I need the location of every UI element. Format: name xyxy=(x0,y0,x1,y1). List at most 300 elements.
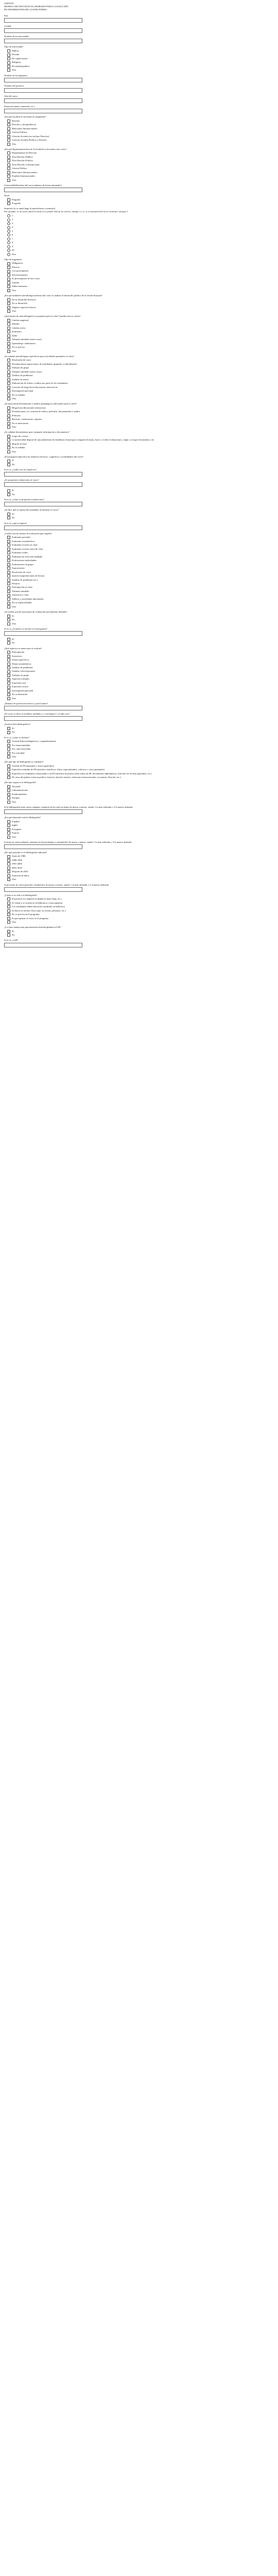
text-answer-field[interactable] xyxy=(4,943,82,947)
checkbox[interactable] xyxy=(7,555,10,558)
checkbox[interactable] xyxy=(7,438,10,442)
checkbox[interactable] xyxy=(7,789,10,792)
checkbox[interactable] xyxy=(7,266,10,269)
answer-option[interactable] xyxy=(7,65,274,68)
checkbox[interactable] xyxy=(7,801,10,804)
checkbox[interactable] xyxy=(7,151,10,155)
checkbox[interactable] xyxy=(7,765,10,768)
answer-option[interactable] xyxy=(7,302,274,305)
answer-option[interactable] xyxy=(7,555,274,558)
answer-option[interactable] xyxy=(7,135,274,138)
text-answer-field[interactable] xyxy=(4,28,82,33)
answer-option[interactable] xyxy=(7,551,274,554)
radio-button[interactable] xyxy=(7,253,10,256)
radio-button[interactable] xyxy=(7,241,10,244)
answer-option[interactable] xyxy=(7,156,274,159)
checkbox[interactable] xyxy=(7,605,10,608)
text-answer-field[interactable] xyxy=(4,706,82,710)
text-answer-field[interactable] xyxy=(4,482,82,487)
radio-button[interactable] xyxy=(7,218,10,222)
checkbox[interactable] xyxy=(7,374,10,377)
text-answer-field[interactable] xyxy=(4,472,82,477)
checkbox[interactable] xyxy=(7,796,10,800)
checkbox[interactable] xyxy=(7,450,10,453)
answer-option[interactable] xyxy=(7,548,274,551)
answer-option[interactable] xyxy=(7,171,274,174)
checkbox[interactable] xyxy=(7,540,10,543)
radio-button[interactable] xyxy=(7,230,10,233)
answer-option[interactable] xyxy=(7,785,274,788)
checkbox[interactable] xyxy=(7,686,10,689)
checkbox[interactable] xyxy=(7,674,10,677)
answer-option[interactable] xyxy=(7,123,274,126)
answer-option[interactable] xyxy=(7,151,274,155)
answer-option[interactable] xyxy=(7,563,274,566)
checkbox[interactable] xyxy=(7,167,10,170)
text-answer-field[interactable] xyxy=(4,78,82,82)
checkbox[interactable] xyxy=(7,658,10,662)
answer-option[interactable] xyxy=(7,685,274,688)
answer-option[interactable] xyxy=(7,310,274,313)
answer-option[interactable] xyxy=(7,582,274,585)
answer-option[interactable] xyxy=(7,544,274,547)
answer-option[interactable] xyxy=(7,867,274,870)
checkbox[interactable] xyxy=(7,744,10,747)
checkbox[interactable] xyxy=(7,602,10,605)
checkbox[interactable] xyxy=(7,389,10,393)
answer-option[interactable] xyxy=(7,748,274,751)
answer-option[interactable] xyxy=(7,513,274,516)
checkbox[interactable] xyxy=(7,163,10,166)
answer-option[interactable] xyxy=(7,218,274,221)
checkbox[interactable] xyxy=(7,426,10,429)
text-answer-field[interactable] xyxy=(4,39,82,43)
radio-button[interactable] xyxy=(7,249,10,252)
text-answer-field[interactable] xyxy=(4,887,82,892)
answer-option[interactable] xyxy=(7,342,274,345)
checkbox[interactable] xyxy=(7,418,10,421)
radio-button[interactable] xyxy=(7,238,10,241)
answer-option[interactable] xyxy=(7,493,274,496)
checkbox[interactable] xyxy=(7,171,10,174)
checkbox[interactable] xyxy=(7,306,10,309)
text-answer-field[interactable] xyxy=(4,109,82,113)
checkbox[interactable] xyxy=(7,460,10,463)
answer-option[interactable] xyxy=(7,909,274,912)
answer-option[interactable] xyxy=(7,289,274,292)
checkbox[interactable] xyxy=(7,342,10,345)
checkbox[interactable] xyxy=(7,615,10,618)
answer-option[interactable] xyxy=(7,374,274,377)
checkbox[interactable] xyxy=(7,394,10,397)
checkbox[interactable] xyxy=(7,731,10,734)
answer-option[interactable] xyxy=(7,327,274,330)
text-answer-field[interactable] xyxy=(4,98,82,103)
answer-option[interactable] xyxy=(7,638,274,641)
answer-option[interactable] xyxy=(7,594,274,597)
answer-option[interactable] xyxy=(7,450,274,453)
answer-option[interactable] xyxy=(7,768,274,771)
answer-option[interactable] xyxy=(7,281,274,284)
answer-option[interactable] xyxy=(7,366,274,369)
answer-option[interactable] xyxy=(7,69,274,72)
answer-option[interactable] xyxy=(7,855,274,858)
answer-option[interactable] xyxy=(7,61,274,64)
answer-option[interactable] xyxy=(7,874,274,877)
answer-option[interactable] xyxy=(7,446,274,449)
checkbox[interactable] xyxy=(7,574,10,578)
checkbox[interactable] xyxy=(7,693,10,696)
answer-option[interactable] xyxy=(7,370,274,374)
checkbox[interactable] xyxy=(7,768,10,771)
checkbox[interactable] xyxy=(7,682,10,685)
checkbox[interactable] xyxy=(7,909,10,912)
radio-button[interactable] xyxy=(7,222,10,225)
text-answer-field[interactable] xyxy=(4,88,82,93)
answer-option[interactable] xyxy=(7,744,274,747)
checkbox[interactable] xyxy=(7,586,10,589)
checkbox[interactable] xyxy=(7,559,10,562)
checkbox[interactable] xyxy=(7,270,10,273)
checkbox[interactable] xyxy=(7,905,10,908)
checkbox[interactable] xyxy=(7,897,10,901)
answer-option[interactable] xyxy=(7,755,274,758)
answer-option[interactable] xyxy=(7,682,274,685)
answer-option[interactable] xyxy=(7,622,274,625)
answer-option[interactable] xyxy=(7,796,274,800)
answer-option[interactable] xyxy=(7,422,274,425)
checkbox[interactable] xyxy=(7,590,10,593)
answer-option[interactable] xyxy=(7,727,274,730)
answer-option[interactable] xyxy=(7,319,274,322)
checkbox[interactable] xyxy=(7,156,10,159)
answer-option[interactable] xyxy=(7,905,274,908)
answer-option[interactable] xyxy=(7,266,274,269)
answer-option[interactable] xyxy=(7,274,274,277)
checkbox[interactable] xyxy=(7,921,10,924)
checkbox[interactable] xyxy=(7,131,10,134)
checkbox[interactable] xyxy=(7,278,10,281)
checkbox[interactable] xyxy=(7,874,10,877)
checkbox[interactable] xyxy=(7,678,10,681)
answer-option[interactable] xyxy=(7,674,274,677)
answer-option[interactable] xyxy=(7,359,274,362)
checkbox[interactable] xyxy=(7,513,10,516)
text-answer-field[interactable] xyxy=(4,844,82,849)
answer-option[interactable] xyxy=(7,49,274,53)
checkbox[interactable] xyxy=(7,179,10,182)
checkbox[interactable] xyxy=(7,862,10,866)
text-answer-field[interactable] xyxy=(4,809,82,814)
answer-option[interactable] xyxy=(7,793,274,796)
checkbox[interactable] xyxy=(7,655,10,658)
text-answer-field[interactable] xyxy=(4,18,82,23)
answer-option[interactable] xyxy=(7,605,274,608)
checkbox[interactable] xyxy=(7,386,10,389)
checkbox[interactable] xyxy=(7,930,10,933)
checkbox[interactable] xyxy=(7,776,10,779)
checkbox[interactable] xyxy=(7,414,10,417)
checkbox[interactable] xyxy=(7,567,10,570)
checkbox[interactable] xyxy=(7,571,10,574)
checkbox[interactable] xyxy=(7,493,10,496)
checkbox[interactable] xyxy=(7,262,10,265)
answer-option[interactable] xyxy=(7,663,274,666)
checkbox[interactable] xyxy=(7,641,10,645)
checkbox[interactable] xyxy=(7,310,10,313)
answer-option[interactable] xyxy=(7,378,274,381)
answer-option[interactable] xyxy=(7,406,274,410)
answer-option[interactable] xyxy=(7,832,274,835)
checkbox[interactable] xyxy=(7,57,10,60)
checkbox[interactable] xyxy=(7,61,10,64)
answer-option[interactable] xyxy=(7,438,274,442)
text-answer-field[interactable] xyxy=(4,188,82,192)
answer-option[interactable] xyxy=(7,697,274,700)
checkbox[interactable] xyxy=(7,327,10,330)
checkbox[interactable] xyxy=(7,175,10,178)
answer-option[interactable] xyxy=(7,334,274,337)
checkbox[interactable] xyxy=(7,666,10,669)
checkbox[interactable] xyxy=(7,836,10,839)
answer-option[interactable] xyxy=(7,463,274,466)
checkbox[interactable] xyxy=(7,859,10,862)
answer-option[interactable] xyxy=(7,516,274,519)
answer-option[interactable] xyxy=(7,159,274,162)
checkbox[interactable] xyxy=(7,378,10,381)
answer-option[interactable] xyxy=(7,330,274,333)
answer-option[interactable] xyxy=(7,389,274,393)
answer-option[interactable] xyxy=(7,323,274,326)
checkbox[interactable] xyxy=(7,49,10,53)
answer-option[interactable] xyxy=(7,574,274,578)
answer-option[interactable] xyxy=(7,241,274,244)
answer-option[interactable] xyxy=(7,386,274,389)
answer-option[interactable] xyxy=(7,249,274,252)
checkbox[interactable] xyxy=(7,370,10,374)
checkbox[interactable] xyxy=(7,338,10,341)
answer-option[interactable] xyxy=(7,776,274,779)
answer-option[interactable] xyxy=(7,677,274,681)
checkbox[interactable] xyxy=(7,65,10,68)
answer-option[interactable] xyxy=(7,198,274,201)
radio-button[interactable] xyxy=(7,233,10,236)
answer-option[interactable] xyxy=(7,262,274,265)
checkbox[interactable] xyxy=(7,594,10,597)
answer-option[interactable] xyxy=(7,641,274,645)
checkbox[interactable] xyxy=(7,828,10,831)
radio-button[interactable] xyxy=(7,214,10,217)
checkbox[interactable] xyxy=(7,755,10,758)
answer-option[interactable] xyxy=(7,536,274,539)
checkbox[interactable] xyxy=(7,536,10,539)
answer-option[interactable] xyxy=(7,740,274,743)
answer-option[interactable] xyxy=(7,934,274,937)
answer-option[interactable] xyxy=(7,917,274,920)
answer-option[interactable] xyxy=(7,579,274,582)
answer-option[interactable] xyxy=(7,233,274,236)
checkbox[interactable] xyxy=(7,785,10,788)
answer-option[interactable] xyxy=(7,930,274,933)
checkbox[interactable] xyxy=(7,302,10,305)
answer-option[interactable] xyxy=(7,586,274,589)
checkbox[interactable] xyxy=(7,824,10,827)
answer-option[interactable] xyxy=(7,820,274,823)
text-answer-field[interactable] xyxy=(4,631,82,636)
checkbox[interactable] xyxy=(7,902,10,905)
answer-option[interactable] xyxy=(7,230,274,233)
checkbox[interactable] xyxy=(7,913,10,916)
answer-option[interactable] xyxy=(7,226,274,229)
answer-option[interactable] xyxy=(7,731,274,734)
checkbox[interactable] xyxy=(7,752,10,755)
checkbox[interactable] xyxy=(7,139,10,142)
checkbox[interactable] xyxy=(7,334,10,337)
answer-option[interactable] xyxy=(7,559,274,562)
answer-option[interactable] xyxy=(7,426,274,429)
answer-option[interactable] xyxy=(7,828,274,831)
answer-option[interactable] xyxy=(7,571,274,574)
checkbox[interactable] xyxy=(7,740,10,743)
answer-option[interactable] xyxy=(7,836,274,839)
answer-option[interactable] xyxy=(7,666,274,669)
checkbox[interactable] xyxy=(7,330,10,333)
answer-option[interactable] xyxy=(7,127,274,130)
checkbox[interactable] xyxy=(7,363,10,366)
text-answer-field[interactable] xyxy=(4,526,82,530)
answer-option[interactable] xyxy=(7,163,274,166)
checkbox[interactable] xyxy=(7,878,10,881)
checkbox[interactable] xyxy=(7,281,10,284)
answer-option[interactable] xyxy=(7,245,274,248)
answer-option[interactable] xyxy=(7,277,274,280)
answer-option[interactable] xyxy=(7,567,274,570)
answer-option[interactable] xyxy=(7,615,274,618)
checkbox[interactable] xyxy=(7,382,10,385)
checkbox[interactable] xyxy=(7,422,10,425)
checkbox[interactable] xyxy=(7,435,10,438)
checkbox[interactable] xyxy=(7,870,10,873)
checkbox[interactable] xyxy=(7,198,10,201)
checkbox[interactable] xyxy=(7,516,10,519)
answer-option[interactable] xyxy=(7,298,274,301)
checkbox[interactable] xyxy=(7,855,10,858)
answer-option[interactable] xyxy=(7,53,274,56)
checkbox[interactable] xyxy=(7,748,10,751)
checkbox[interactable] xyxy=(7,618,10,621)
checkbox[interactable] xyxy=(7,651,10,654)
checkbox[interactable] xyxy=(7,670,10,673)
answer-option[interactable] xyxy=(7,670,274,673)
checkbox[interactable] xyxy=(7,727,10,730)
checkbox[interactable] xyxy=(7,544,10,547)
checkbox[interactable] xyxy=(7,123,10,126)
checkbox[interactable] xyxy=(7,143,10,146)
answer-option[interactable] xyxy=(7,131,274,134)
answer-option[interactable] xyxy=(7,139,274,142)
checkbox[interactable] xyxy=(7,689,10,692)
checkbox[interactable] xyxy=(7,298,10,301)
answer-option[interactable] xyxy=(7,824,274,827)
checkbox[interactable] xyxy=(7,127,10,130)
answer-option[interactable] xyxy=(7,862,274,866)
checkbox[interactable] xyxy=(7,202,10,205)
answer-option[interactable] xyxy=(7,414,274,417)
answer-option[interactable] xyxy=(7,878,274,881)
checkbox[interactable] xyxy=(7,563,10,566)
answer-option[interactable] xyxy=(7,253,274,256)
checkbox[interactable] xyxy=(7,934,10,937)
checkbox[interactable] xyxy=(7,359,10,362)
checkbox[interactable] xyxy=(7,120,10,123)
checkbox[interactable] xyxy=(7,274,10,277)
answer-option[interactable] xyxy=(7,394,274,397)
checkbox[interactable] xyxy=(7,598,10,601)
checkbox[interactable] xyxy=(7,489,10,493)
answer-option[interactable] xyxy=(7,765,274,768)
checkbox[interactable] xyxy=(7,69,10,72)
answer-option[interactable] xyxy=(7,540,274,543)
checkbox[interactable] xyxy=(7,285,10,288)
answer-option[interactable] xyxy=(7,601,274,604)
answer-option[interactable] xyxy=(7,658,274,662)
answer-option[interactable] xyxy=(7,410,274,413)
checkbox[interactable] xyxy=(7,319,10,322)
checkbox[interactable] xyxy=(7,135,10,138)
answer-option[interactable] xyxy=(7,238,274,241)
answer-option[interactable] xyxy=(7,214,274,217)
checkbox[interactable] xyxy=(7,406,10,410)
answer-option[interactable] xyxy=(7,655,274,658)
checkbox[interactable] xyxy=(7,159,10,162)
checkbox[interactable] xyxy=(7,551,10,554)
checkbox[interactable] xyxy=(7,323,10,326)
answer-option[interactable] xyxy=(7,489,274,492)
answer-option[interactable] xyxy=(7,222,274,225)
answer-option[interactable] xyxy=(7,459,274,462)
answer-option[interactable] xyxy=(7,350,274,353)
answer-option[interactable] xyxy=(7,859,274,862)
answer-option[interactable] xyxy=(7,143,274,146)
checkbox[interactable] xyxy=(7,463,10,466)
answer-option[interactable] xyxy=(7,346,274,349)
answer-option[interactable] xyxy=(7,338,274,341)
answer-option[interactable] xyxy=(7,179,274,182)
checkbox[interactable] xyxy=(7,54,10,57)
answer-option[interactable] xyxy=(7,306,274,309)
answer-option[interactable] xyxy=(7,689,274,692)
checkbox[interactable] xyxy=(7,820,10,823)
answer-option[interactable] xyxy=(7,752,274,755)
checkbox[interactable] xyxy=(7,289,10,292)
checkbox[interactable] xyxy=(7,446,10,449)
checkbox[interactable] xyxy=(7,638,10,641)
answer-option[interactable] xyxy=(7,789,274,792)
text-answer-field[interactable] xyxy=(4,502,82,506)
answer-option[interactable] xyxy=(7,382,274,385)
answer-option[interactable] xyxy=(7,801,274,804)
text-answer-field[interactable] xyxy=(4,716,82,721)
answer-option[interactable] xyxy=(7,693,274,696)
answer-option[interactable] xyxy=(7,202,274,205)
answer-option[interactable] xyxy=(7,598,274,601)
checkbox[interactable] xyxy=(7,366,10,369)
radio-button[interactable] xyxy=(7,226,10,229)
checkbox[interactable] xyxy=(7,443,10,446)
answer-option[interactable] xyxy=(7,651,274,654)
answer-option[interactable] xyxy=(7,590,274,593)
checkbox[interactable] xyxy=(7,793,10,796)
